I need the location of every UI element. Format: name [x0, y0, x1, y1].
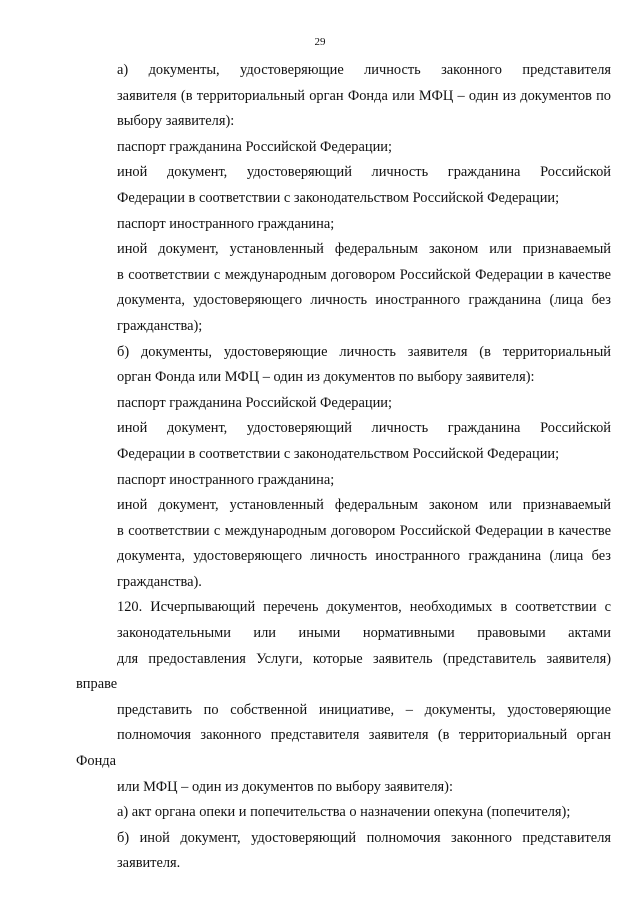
- page-number: 29: [314, 36, 326, 48]
- paragraph-app-passport-rf: [76, 391, 611, 417]
- text-line: б) иной документ, удостоверяющий полномочия законного представителя: [117, 829, 611, 846]
- paragraph-rep-other-doc-foreign: [76, 237, 611, 339]
- text-line: Федерации в соответствии с законодательством Российской Федерации;: [117, 189, 560, 206]
- text-line: в соответствии с международным договором Российской Федерации в качестве: [117, 522, 611, 539]
- text-line: а) документы, удостоверяющие личность законного представителя: [117, 62, 611, 78]
- text-line: паспорт гражданина Российской Федерации;: [117, 138, 392, 155]
- paragraph-app-other-doc-foreign: [76, 493, 611, 595]
- paragraph-rep-passport-rf: [76, 135, 611, 161]
- text-line: орган Фонда или МФЦ – один из документов по выбору заявителя):: [117, 369, 535, 386]
- text-line: полномочия законного представителя заявителя (в территориальный орган Фонда: [76, 727, 611, 770]
- paragraph-item-120-b: [76, 826, 611, 877]
- text-line: паспорт гражданина Российской Федерации;: [117, 394, 392, 411]
- text-line: законодательными или иными нормативными правовыми актами: [117, 625, 611, 642]
- text-line: б) документы, удостоверяющие личность заявителя (в территориальный: [117, 343, 611, 360]
- text-line: документа, удостоверяющего личность иностранного гражданина (лица без: [117, 548, 611, 565]
- text-line: иной документ, удостоверяющий личность гражданина Российской: [117, 164, 611, 181]
- text-line: Федерации в соответствии с законодательством Российской Федерации;: [117, 445, 560, 462]
- paragraph-item-120: [76, 595, 611, 800]
- text-line: представить по собственной инициативе, – документы, удостоверяющие: [117, 701, 611, 718]
- paragraph-item-120-a: [76, 800, 611, 826]
- text-line: а) акт органа опеки и попечительства о назначении опекуна (попечителя);: [117, 804, 571, 821]
- text-line: иной документ, удостоверяющий личность гражданина Российской: [117, 420, 611, 437]
- paragraph-app-other-doc-rf: [76, 416, 611, 467]
- text-line: для предоставления Услуги, которые заявитель (представитель заявителя) вправе: [76, 650, 611, 693]
- text-line: или МФЦ – один из документов по выбору заявителя):: [117, 778, 453, 795]
- text-line: 120. Исчерпывающий перечень документов, необходимых в соответствии с: [117, 599, 611, 616]
- text-line: заявителя.: [117, 855, 181, 872]
- paragraph-rep-passport-foreign: [76, 212, 611, 238]
- text-line: гражданства);: [117, 317, 203, 334]
- paragraph-app-passport-foreign: [76, 468, 611, 494]
- text-line: заявителя (в территориальный орган Фонда или МФЦ – один из документов по: [117, 87, 611, 104]
- paragraph-applicant-docs-b: [76, 340, 611, 391]
- text-line: в соответствии с международным договором Российской Федерации в качестве: [117, 266, 611, 283]
- text-line: документа, удостоверяющего личность иностранного гражданина (лица без: [117, 292, 611, 309]
- paragraph-rep-docs-a: [76, 58, 611, 135]
- paragraph-rep-other-doc-rf: [76, 160, 611, 211]
- text-line: иной документ, установленный федеральным законом или признаваемый: [117, 497, 611, 514]
- text-line: иной документ, установленный федеральным законом или признаваемый: [117, 241, 611, 258]
- text-line: гражданства).: [117, 573, 202, 590]
- text-line: паспорт иностранного гражданина;: [117, 215, 335, 232]
- document-body: [76, 58, 611, 877]
- text-line: выбору заявителя):: [117, 113, 235, 130]
- text-line: паспорт иностранного гражданина;: [117, 471, 335, 488]
